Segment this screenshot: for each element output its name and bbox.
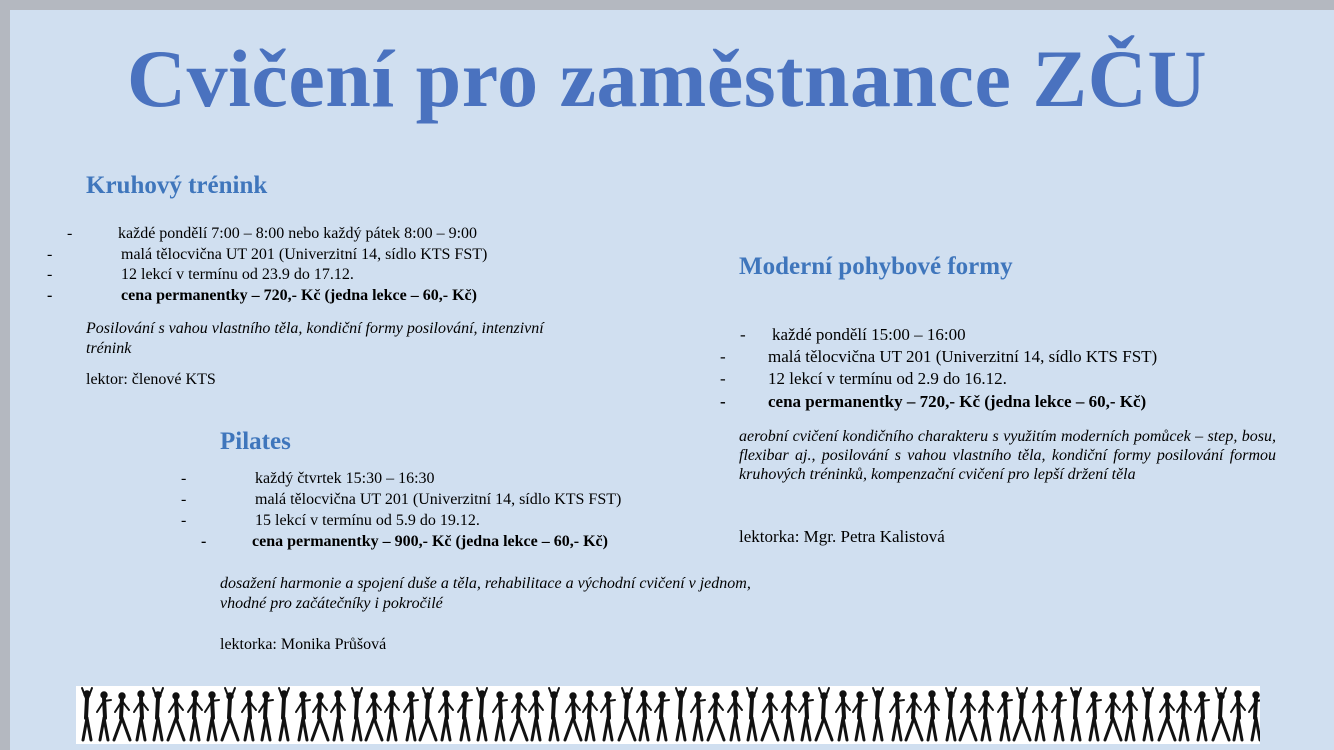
person-silhouette-icon xyxy=(114,693,130,740)
list-dash: - xyxy=(181,491,187,508)
person-silhouette-icon xyxy=(1177,691,1191,740)
person-silhouette-icon xyxy=(728,691,742,740)
person-silhouette-icon xyxy=(222,688,238,740)
page-title: Cvičení pro zaměstnance ZČU xyxy=(126,33,1208,124)
person-silhouette-icon xyxy=(747,688,757,740)
person-silhouette-icon xyxy=(134,691,148,740)
person-silhouette-icon xyxy=(565,693,581,740)
lector-text: lektor: členové KTS xyxy=(86,371,216,388)
person-silhouette-icon xyxy=(458,692,472,740)
description-line: dosažení harmonie a spojení duše a těla, rehabilitace a východní cvičení v jednom, xyxy=(220,575,751,592)
person-silhouette-icon xyxy=(1014,688,1030,740)
list-dash: - xyxy=(181,470,187,487)
person-silhouette-icon xyxy=(890,692,904,740)
lector-text: lektorka: Mgr. Petra Kalistová xyxy=(739,527,945,546)
list-dash: - xyxy=(720,369,726,388)
person-silhouette-icon xyxy=(853,692,867,740)
person-silhouette-icon xyxy=(816,688,832,740)
person-silhouette-icon xyxy=(583,691,597,740)
list-dash: - xyxy=(720,392,726,411)
person-silhouette-icon xyxy=(205,692,219,740)
person-silhouette-icon xyxy=(960,693,976,740)
person-silhouette-icon xyxy=(762,693,778,740)
person-silhouette-icon xyxy=(1195,692,1209,740)
person-silhouette-icon xyxy=(97,692,111,740)
person-silhouette-icon xyxy=(1159,693,1175,740)
person-silhouette-icon xyxy=(1143,688,1153,740)
person-silhouette-icon xyxy=(619,688,635,740)
description-line: Posilování s vahou vlastního těla, kondiční formy posilování, intenzivní xyxy=(86,320,544,337)
person-silhouette-icon xyxy=(1033,691,1047,740)
person-silhouette-icon xyxy=(493,692,507,740)
person-silhouette-icon xyxy=(1213,688,1229,740)
person-silhouette-icon xyxy=(655,692,669,740)
person-silhouette-icon xyxy=(1105,693,1121,740)
person-silhouette-icon xyxy=(296,692,310,740)
list-dash: - xyxy=(720,347,726,366)
person-silhouette-icon xyxy=(601,692,615,740)
person-silhouette-icon xyxy=(946,688,956,740)
person-silhouette-icon xyxy=(404,692,418,740)
list-dash: - xyxy=(47,287,53,304)
person-silhouette-icon xyxy=(366,693,382,740)
silhouettes-icon xyxy=(76,686,1260,744)
person-silhouette-icon xyxy=(906,693,922,740)
person-silhouette-icon xyxy=(782,691,796,740)
person-silhouette-icon xyxy=(979,691,993,740)
section-heading-moderni: Moderní pohybové formy xyxy=(739,253,1013,280)
list-dash: - xyxy=(740,325,746,344)
person-silhouette-icon xyxy=(242,691,256,740)
list-dash: - xyxy=(201,533,207,550)
person-silhouette-icon xyxy=(477,688,487,740)
person-silhouette-icon xyxy=(529,691,543,740)
person-silhouette-icon xyxy=(511,693,527,740)
description-line: trénink xyxy=(86,340,132,357)
person-silhouette-icon xyxy=(1052,692,1066,740)
person-silhouette-icon xyxy=(998,692,1012,740)
person-silhouette-icon xyxy=(637,691,651,740)
exercise-silhouettes-strip xyxy=(76,686,1260,744)
person-silhouette-icon xyxy=(188,691,202,740)
person-silhouette-icon xyxy=(1071,688,1081,740)
person-silhouette-icon xyxy=(312,693,328,740)
person-silhouette-icon xyxy=(168,693,184,740)
lector-text: lektorka: Monika Průšová xyxy=(220,636,387,653)
person-silhouette-icon xyxy=(1249,692,1260,740)
person-silhouette-icon xyxy=(549,688,559,740)
list-dash: - xyxy=(181,512,187,529)
person-silhouette-icon xyxy=(691,692,705,740)
person-silhouette-icon xyxy=(439,691,453,740)
person-silhouette-icon xyxy=(420,688,436,740)
person-silhouette-icon xyxy=(676,688,686,740)
description-paragraph: aerobní cvičení kondičního charakteru s využitím moderních pomůcek – step, bosu, flexibar aj., posilování s vahou vlastního těla, kondiční formy posilování formou kruhových tréninků, kompenzační cvičení pro lepší držení těla xyxy=(739,428,1276,483)
person-silhouette-icon xyxy=(799,692,813,740)
section-heading-kruhovy: Kruhový trénink xyxy=(86,172,268,199)
list-dash: - xyxy=(47,246,53,263)
person-silhouette-icon xyxy=(925,691,939,740)
description-line: vhodné pro začátečníky i pokročilé xyxy=(220,595,443,612)
person-silhouette-icon xyxy=(708,693,724,740)
person-silhouette-icon xyxy=(153,688,163,740)
person-silhouette-icon xyxy=(873,688,883,740)
person-silhouette-icon xyxy=(352,688,362,740)
person-silhouette-icon xyxy=(385,691,399,740)
section-heading-pilates: Pilates xyxy=(220,428,291,455)
person-silhouette-icon xyxy=(836,691,850,740)
person-silhouette-icon xyxy=(259,692,273,740)
person-silhouette-icon xyxy=(1123,691,1137,740)
person-silhouette-icon xyxy=(1087,692,1101,740)
person-silhouette-icon xyxy=(82,688,92,740)
person-silhouette-icon xyxy=(331,691,345,740)
list-dash: - xyxy=(67,225,73,242)
list-dash: - xyxy=(47,266,53,283)
person-silhouette-icon xyxy=(279,688,289,740)
person-silhouette-icon xyxy=(1231,691,1245,740)
